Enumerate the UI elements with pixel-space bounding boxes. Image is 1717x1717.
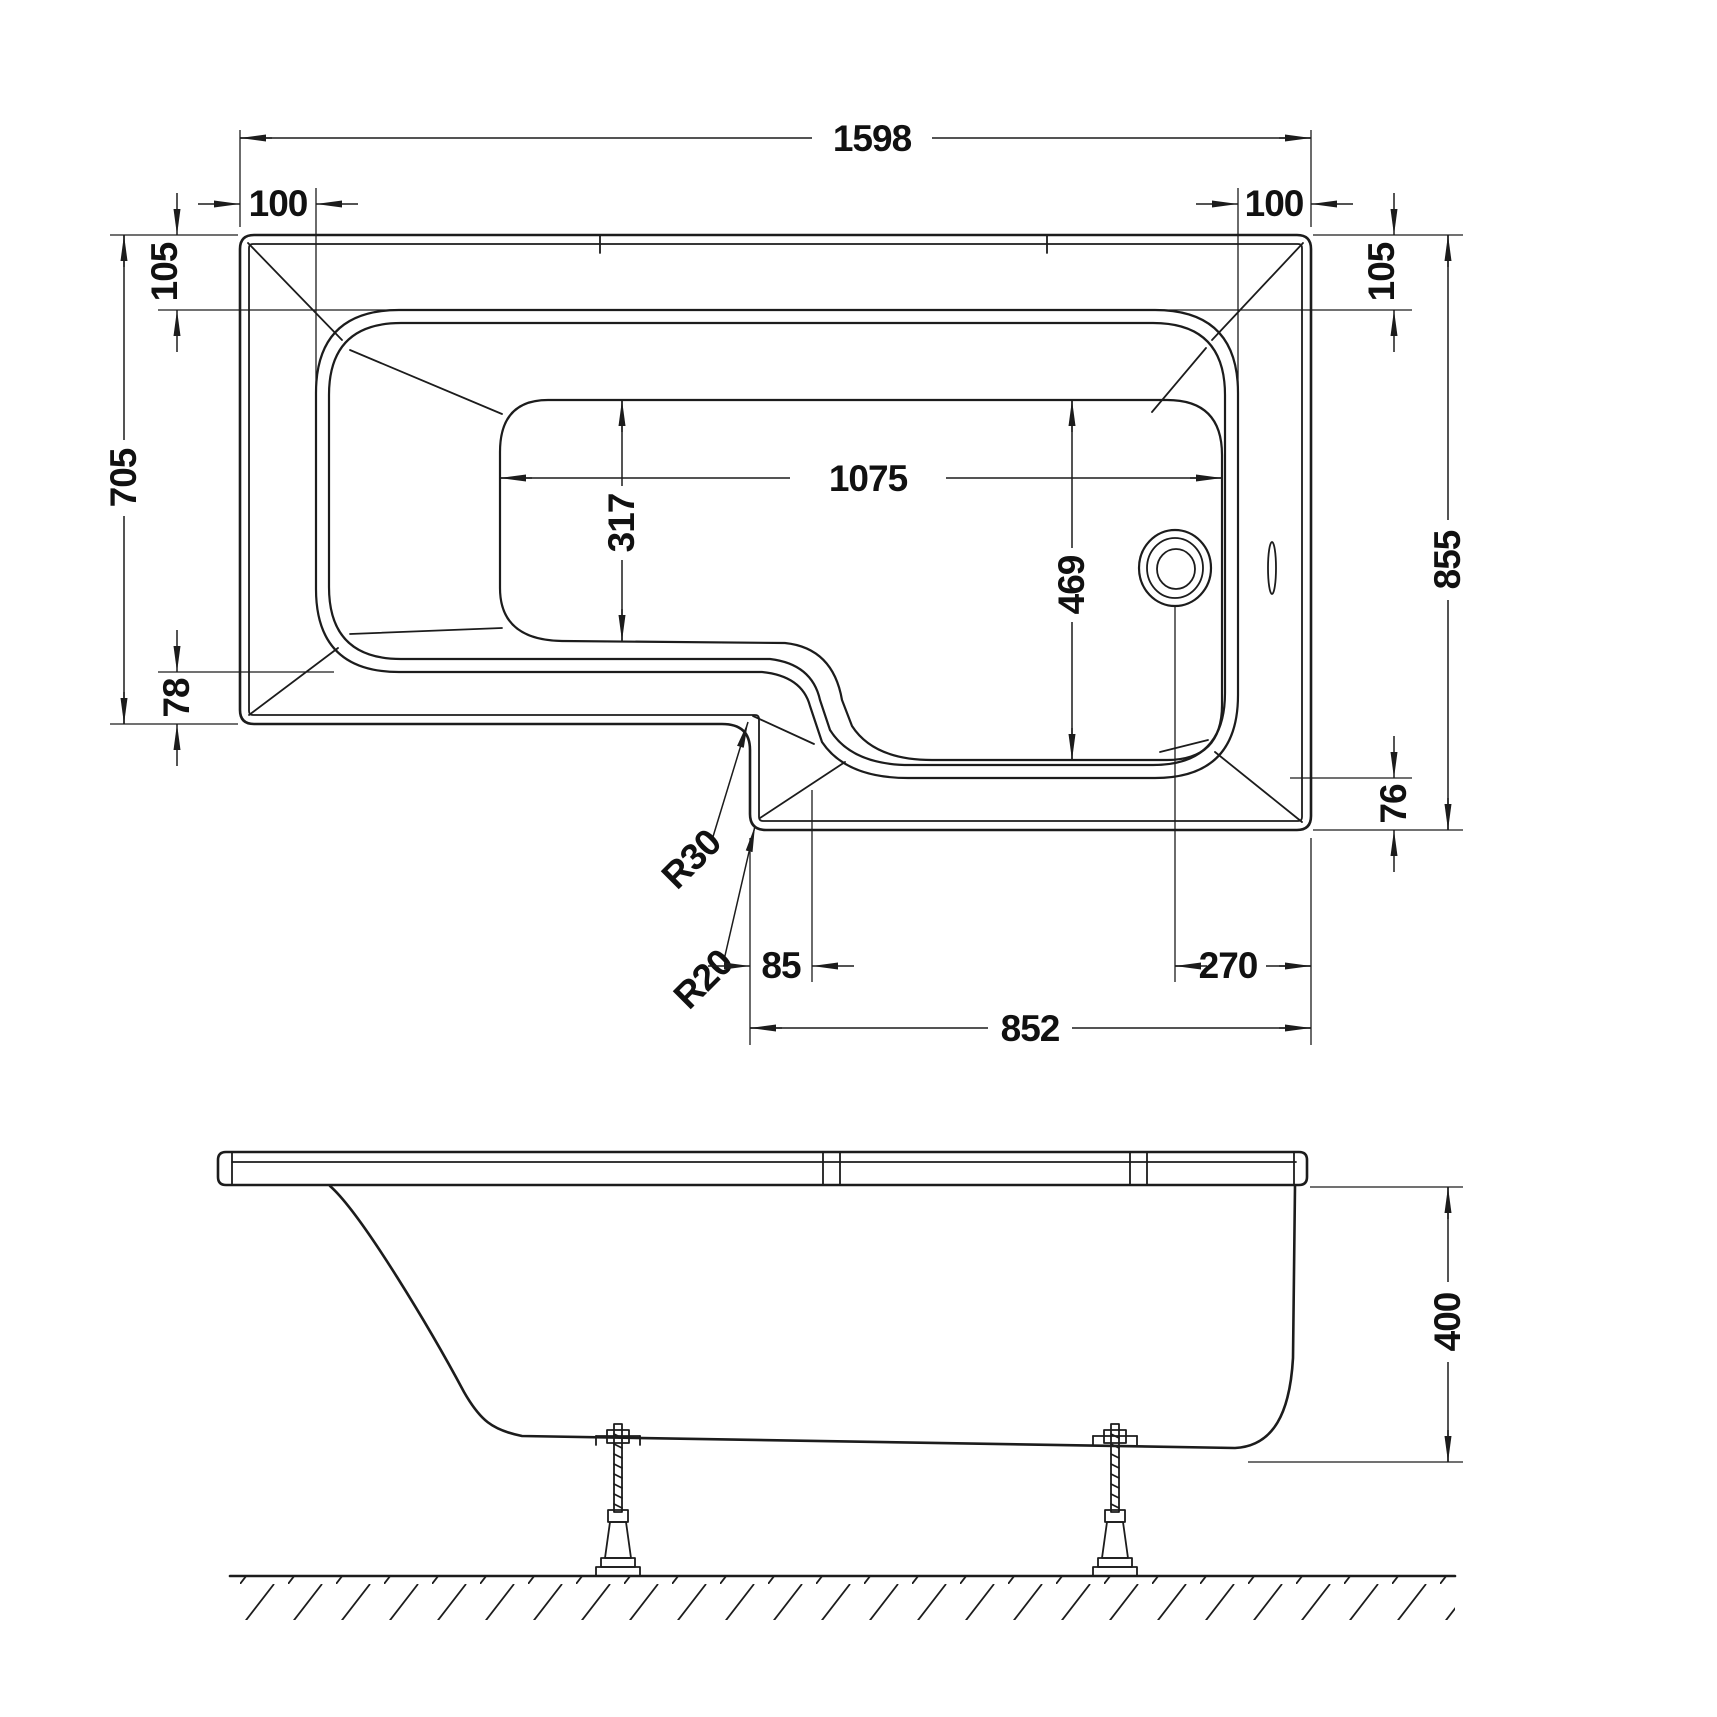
dim-step-wall-offset bbox=[708, 790, 854, 1045]
dim-basin-width-right bbox=[1051, 400, 1092, 760]
dim-waste-to-edge bbox=[1175, 838, 1311, 1045]
dim-rim-bottom-left bbox=[156, 630, 334, 766]
slope-break-bottom-left bbox=[350, 628, 502, 634]
bowl-opening bbox=[316, 310, 1238, 778]
chamfer-step-upper bbox=[753, 716, 814, 744]
dim-overall-length-label: 1598 bbox=[832, 118, 912, 159]
dim-overall-length bbox=[240, 118, 1311, 227]
dim-width-right-end-label: 855 bbox=[1427, 530, 1468, 590]
dim-rim-top-right-label: 105 bbox=[1361, 242, 1402, 302]
chamfer-top-right bbox=[1212, 243, 1303, 340]
dim-waste-to-edge-label: 270 bbox=[1198, 945, 1258, 986]
dim-step-wall-offset-label: 85 bbox=[761, 945, 801, 986]
chamfer-bottom-right bbox=[1215, 752, 1302, 822]
overflow-slot bbox=[1268, 542, 1276, 594]
dim-width-left-end bbox=[103, 235, 238, 724]
dim-step-radius-upper bbox=[654, 722, 748, 897]
dim-depth bbox=[1248, 1187, 1468, 1462]
floor-hatching bbox=[230, 1576, 1455, 1620]
chamfer-top-left bbox=[248, 243, 342, 340]
slope-break-top-right bbox=[1152, 348, 1206, 412]
dim-rim-bottom-right-label: 76 bbox=[1373, 784, 1414, 824]
dim-basin-width-right-label: 469 bbox=[1051, 555, 1092, 615]
dim-shower-end-length bbox=[750, 1008, 1311, 1049]
dim-rim-bottom-left-label: 78 bbox=[156, 678, 197, 718]
dim-rim-bottom-right bbox=[1290, 736, 1414, 872]
dim-width-left-end-label: 705 bbox=[103, 448, 144, 508]
dim-basin-width-left bbox=[601, 400, 642, 641]
plan-outer-rim bbox=[240, 235, 1311, 830]
dim-corner-inset-left-label: 100 bbox=[248, 183, 308, 224]
dim-basin-length-label: 1075 bbox=[828, 458, 908, 499]
waste-drain bbox=[1139, 530, 1211, 606]
plan-view bbox=[240, 235, 1311, 982]
dim-step-radius-lower-label: R20 bbox=[665, 941, 741, 1017]
side-rim bbox=[218, 1152, 1307, 1185]
dim-basin-length bbox=[500, 458, 1222, 499]
dim-corner-inset-right bbox=[1196, 183, 1353, 398]
dim-shower-end-length-label: 852 bbox=[1000, 1008, 1060, 1049]
chamfer-step-lower bbox=[760, 762, 845, 818]
slope-break-bottom-right bbox=[1160, 740, 1208, 752]
dim-step-radius-upper-label: R30 bbox=[653, 821, 729, 897]
dim-depth-label: 400 bbox=[1427, 1292, 1468, 1352]
adjustable-leg-left bbox=[596, 1424, 640, 1576]
plan-dimensions bbox=[103, 118, 1468, 1049]
chamfer-bottom-left bbox=[249, 648, 338, 715]
basin-floor bbox=[500, 400, 1222, 760]
plan-rim-inner-line bbox=[249, 244, 1302, 821]
slope-break-top-left bbox=[350, 350, 502, 414]
dim-corner-inset-left bbox=[198, 183, 358, 398]
bowl-wall-line bbox=[329, 323, 1225, 765]
side-shell-profile bbox=[330, 1186, 1295, 1448]
side-elevation bbox=[218, 1152, 1468, 1620]
dim-width-right-end bbox=[1313, 235, 1468, 830]
dim-corner-inset-right-label: 100 bbox=[1244, 183, 1304, 224]
dim-rim-top-left-label: 105 bbox=[144, 242, 185, 302]
dim-basin-width-left-label: 317 bbox=[601, 493, 642, 553]
